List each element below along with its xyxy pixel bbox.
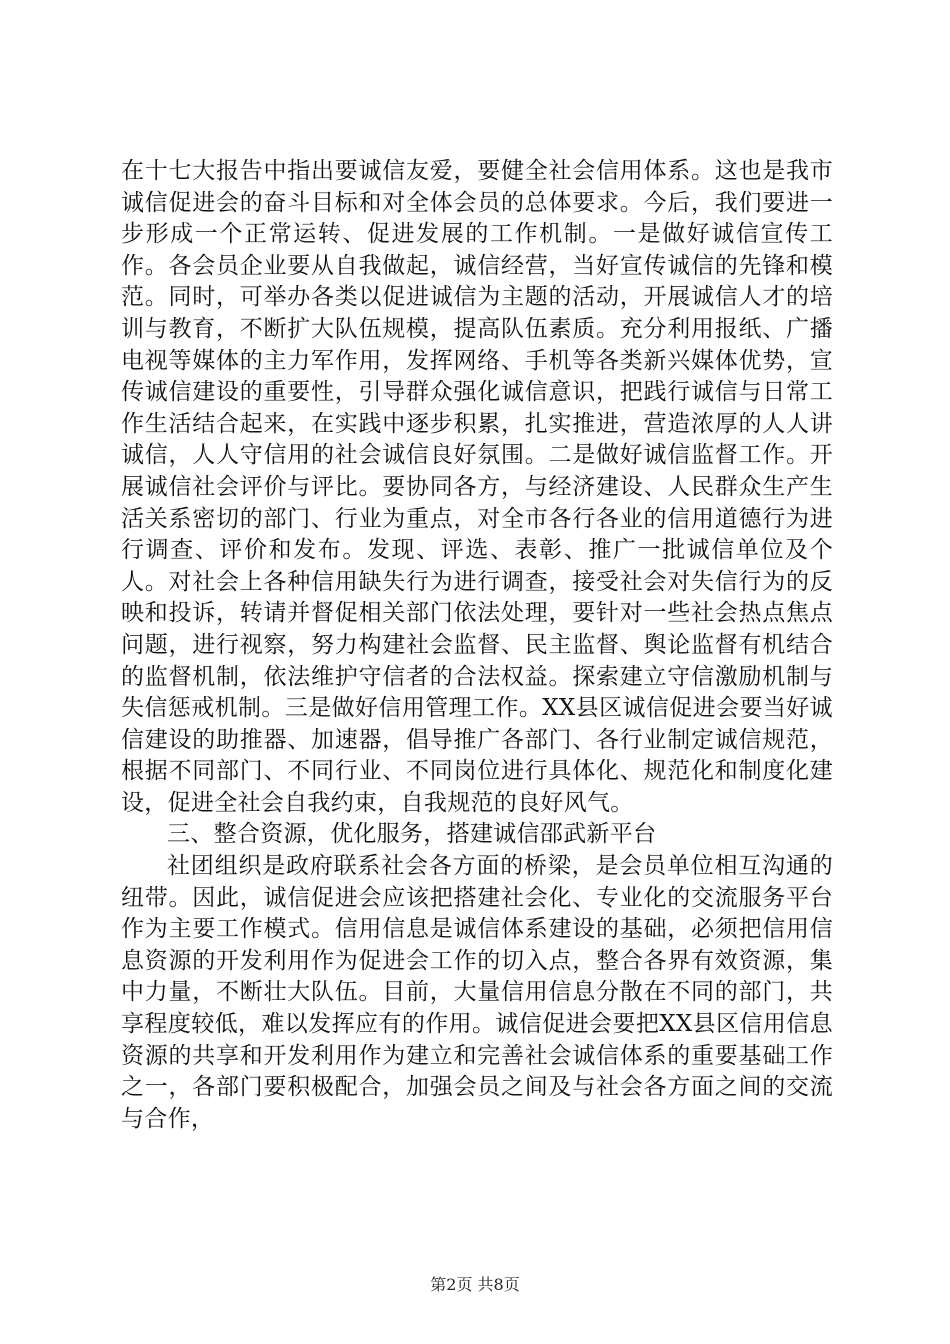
document-body — [121, 156, 833, 1135]
page-number-footer: 第2页 共8页 — [430, 1275, 520, 1294]
section-heading: 三、整合资源，优化服务，搭建诚信邵武新平台 — [167, 821, 657, 848]
paragraph: 社团组织是政府联系社会各方面的桥梁，是会员单位相互沟通的纽带。因此，诚信促进会应该把搭建社会化、专业化的交流服务平台作为主要工作模式。信用信息是诚信体系建设的基础，必须把信用信息资源的开发利用作为促进会工作的切入点，整合各界有效资源，集中力量，不断壮大队伍。目前，大量信用信息分散在不同的部门，共享程度较低，难以发挥应有的作用。诚信促进会要把XX县区信用信息资源的共享和开发利用作为建立和完善社会诚信体系的重要基础工作之一，各部门要积极配合，加强会员之间及与社会各方面之间的交流与合作， — [121, 853, 833, 1132]
paragraph-continued: 在十七大报告中指出要诚信友爱，要健全社会信用体系。这也是我市诚信促进会的奋斗目标和对全体会员的总体要求。今后，我们要进一步形成一个正常运转、促进发展的工作机制。一是做好诚信宣传工作。各会员企业要从自我做起，诚信经营，当好宣传诚信的先锋和模范。同时，可举办各类以促进诚信为主题的活动，开展诚信人才的培训与教育，不断扩大队伍规模，提高队伍素质。充分利用报纸、广播电视等媒体的主力军作用，发挥网络、手机等各类新兴媒体优势，宣传诚信建设的重要性，引导群众强化诚信意识，把践行诚信与日常工作生活结合起来，在实践中逐步积累，扎实推进，营造浓厚的人人讲诚信，人人守信用的社会诚信良好氛围。二是做好诚信监督工作。开展诚信社会评价与评比。要协同各方，与经济建设、人民群众生产生活关系密切的部门、行业为重点，对全市各行各业的信用道德行为进行调查、评价和发布。发现、评选、表彰、推广一批诚信单位及个人。对社会上各种信用缺失行为进行调查，接受社会对失信行为的反映和投诉，转请并督促相关部门依法处理，要针对一些社会热点焦点问题，进行视察，努力构建社会监督、民主监督、舆论监督有机结合的监督机制，依法维护守信者的合法权益。探索建立守信激励机制与失信惩戒机制。三是做好信用管理工作。XX县区诚信促进会要当好诚信建设的助推器、加速器，倡导推广各部门、各行业制定诚信规范，根据不同部门、不同行业、不同岗位进行具体化、规范化和制度化建设，促进全社会自我约束，自我规范的良好风气。 — [121, 158, 833, 816]
